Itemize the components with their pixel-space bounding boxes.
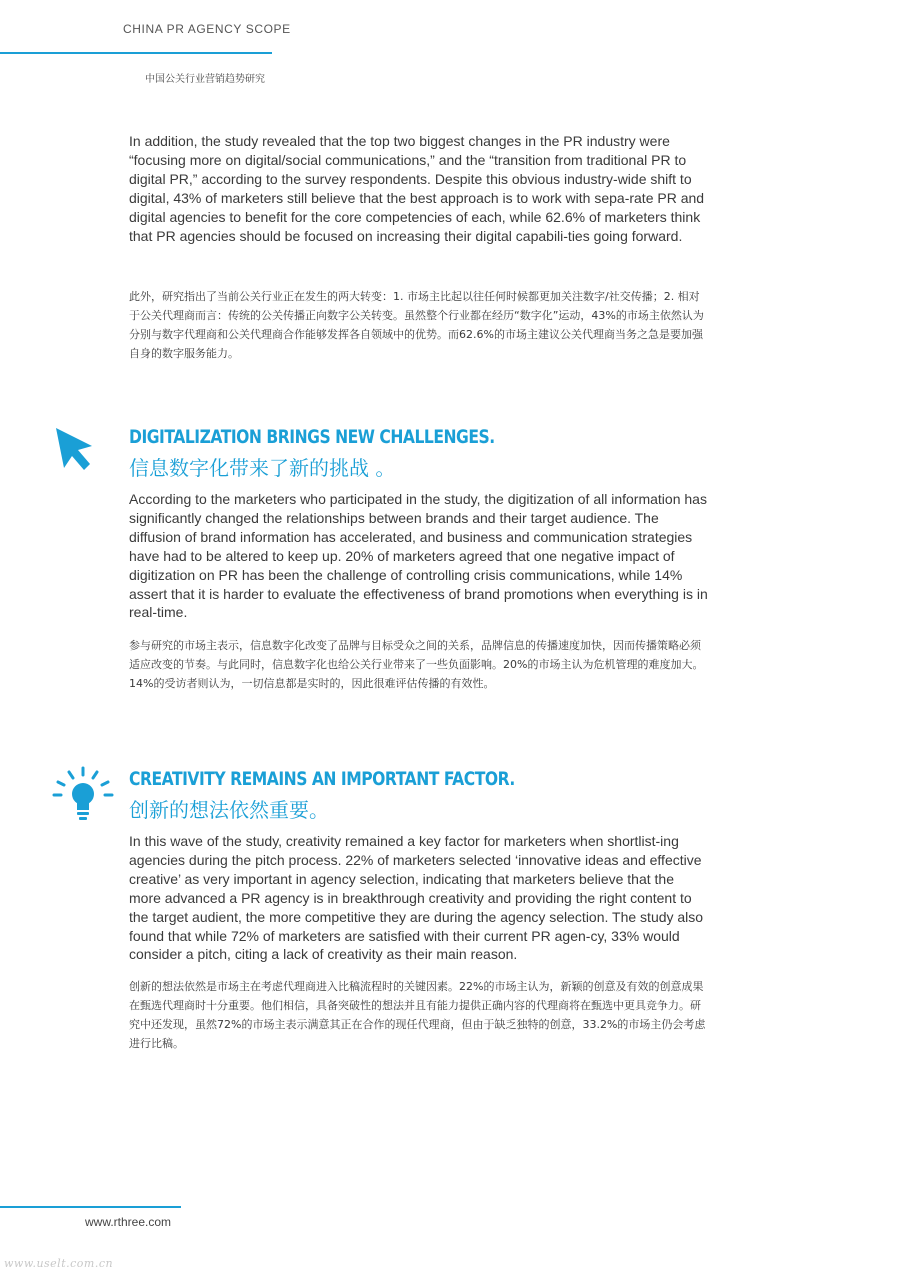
section2-title-en: CREATIVITY REMAINS AN IMPORTANT FACTOR. [129,768,515,790]
section2-title-zh: 创新的想法依然重要。 [129,798,329,822]
header-subtitle: 中国公关行业营销趋势研究 [145,74,265,85]
section1-paragraph-zh: 参与研究的市场主表示，信息数字化改变了品牌与目标受众之间的关系，品牌信息的传播速度加快，因而传播策略必须适应改变的节奏。与此同时，信息数字化也给公关行业带来了一些负面影响。20%的市场主认为危机管理的难度加大。14%的受访者则认为，一切信息都是实时的，因此很难评估传播的有效性。 [129,639,704,690]
section2-paragraph-zh: 创新的想法依然是市场主在考虑代理商进入比稿流程时的关键因素。22%的市场主认为，新颖的创意及有效的创意成果在甄选代理商时十分重要。他们相信，具备突破性的想法并且有能力提供正确内容的代理商将在甄选中更具竞争力。研究中还发现，虽然72%的市场主表示满意其正在合作的现任代理商，但由于缺乏独特的创意，33.2%的市场主仍会考虑进行比稿。 [129,980,706,1050]
section1-title-en: DIGITALIZATION BRINGS NEW CHALLENGES. [129,426,495,448]
section1-paragraph-en: According to the marketers who participated in the study, the digitization of all information has significantly changed the relationships between brands and their target audience. The diffusion of brand information has accelerated, and business and communication strategies have had to be altered to keep up. 20% of marketers agreed that one negative impact of digitization on PR has been the challenge of controlling crisis communications, while 14% assert that it is harder to evaluate the effectiveness of brand promotions when everything is in real-time. [129,491,708,621]
lightbulb-icon [52,766,114,827]
header-title: CHINA PR AGENCY SCOPE [123,22,291,36]
footer-website-link[interactable]: www.rthree.com [85,1215,172,1229]
section1-title-zh: 信息数字化带来了新的挑战 。 [129,456,396,480]
footer-divider [0,1206,181,1208]
header-divider [0,52,272,54]
intro-paragraph-en: In addition, the study revealed that the top two biggest changes in the PR industry were “focusing more on digital/social communications,” and the “transition from traditional PR to digital PR,” according to the survey respondents. Despite this obvious industry-wide shift to digital, 43% of marketers still believe that the best approach is to work with sepa-rate PR and digital agencies to benefit for the core competencies of each, while 62.6% of marketers think that PR agencies should be focused on increasing their digital capabili-ties going forward. [129,133,705,244]
watermark: www.uselt.com.cn [4,1257,114,1270]
intro-paragraph-zh: 此外，研究指出了当前公关行业正在发生的两大转变：1. 市场主比起以往任何时候都更加关注数字/社交传播；2. 相对于公关代理商而言：传统的公关传播正向数字公关转变。虽然整个行业都在经历“数字化”运动，43%的市场主依然认为分别与数字代理商和公关代理商合作能够发挥各自领域中的优势。而62.6%的市场主建议公关代理商当务之急是要加强自身的数字服务能力。 [129,290,704,360]
section2-paragraph-en: In this wave of the study, creativity remained a key factor for marketers when shortlist-ing agencies during the pitch process. 22% of marketers selected ‘innovative ideas and effective creative’ as very important in agency selection, indicating that marketers believe that the more advanced a PR agency is in breakthrough creativity and providing the right content to the target audient, the more competitive they are during the agency selection. The study also found that while 72% of marketers are satisfied with their current PR agen-cy, 33% would consider a pitch, citing a lack of creativity as their main reason. [129,833,704,963]
cursor-arrow-icon [52,426,98,477]
